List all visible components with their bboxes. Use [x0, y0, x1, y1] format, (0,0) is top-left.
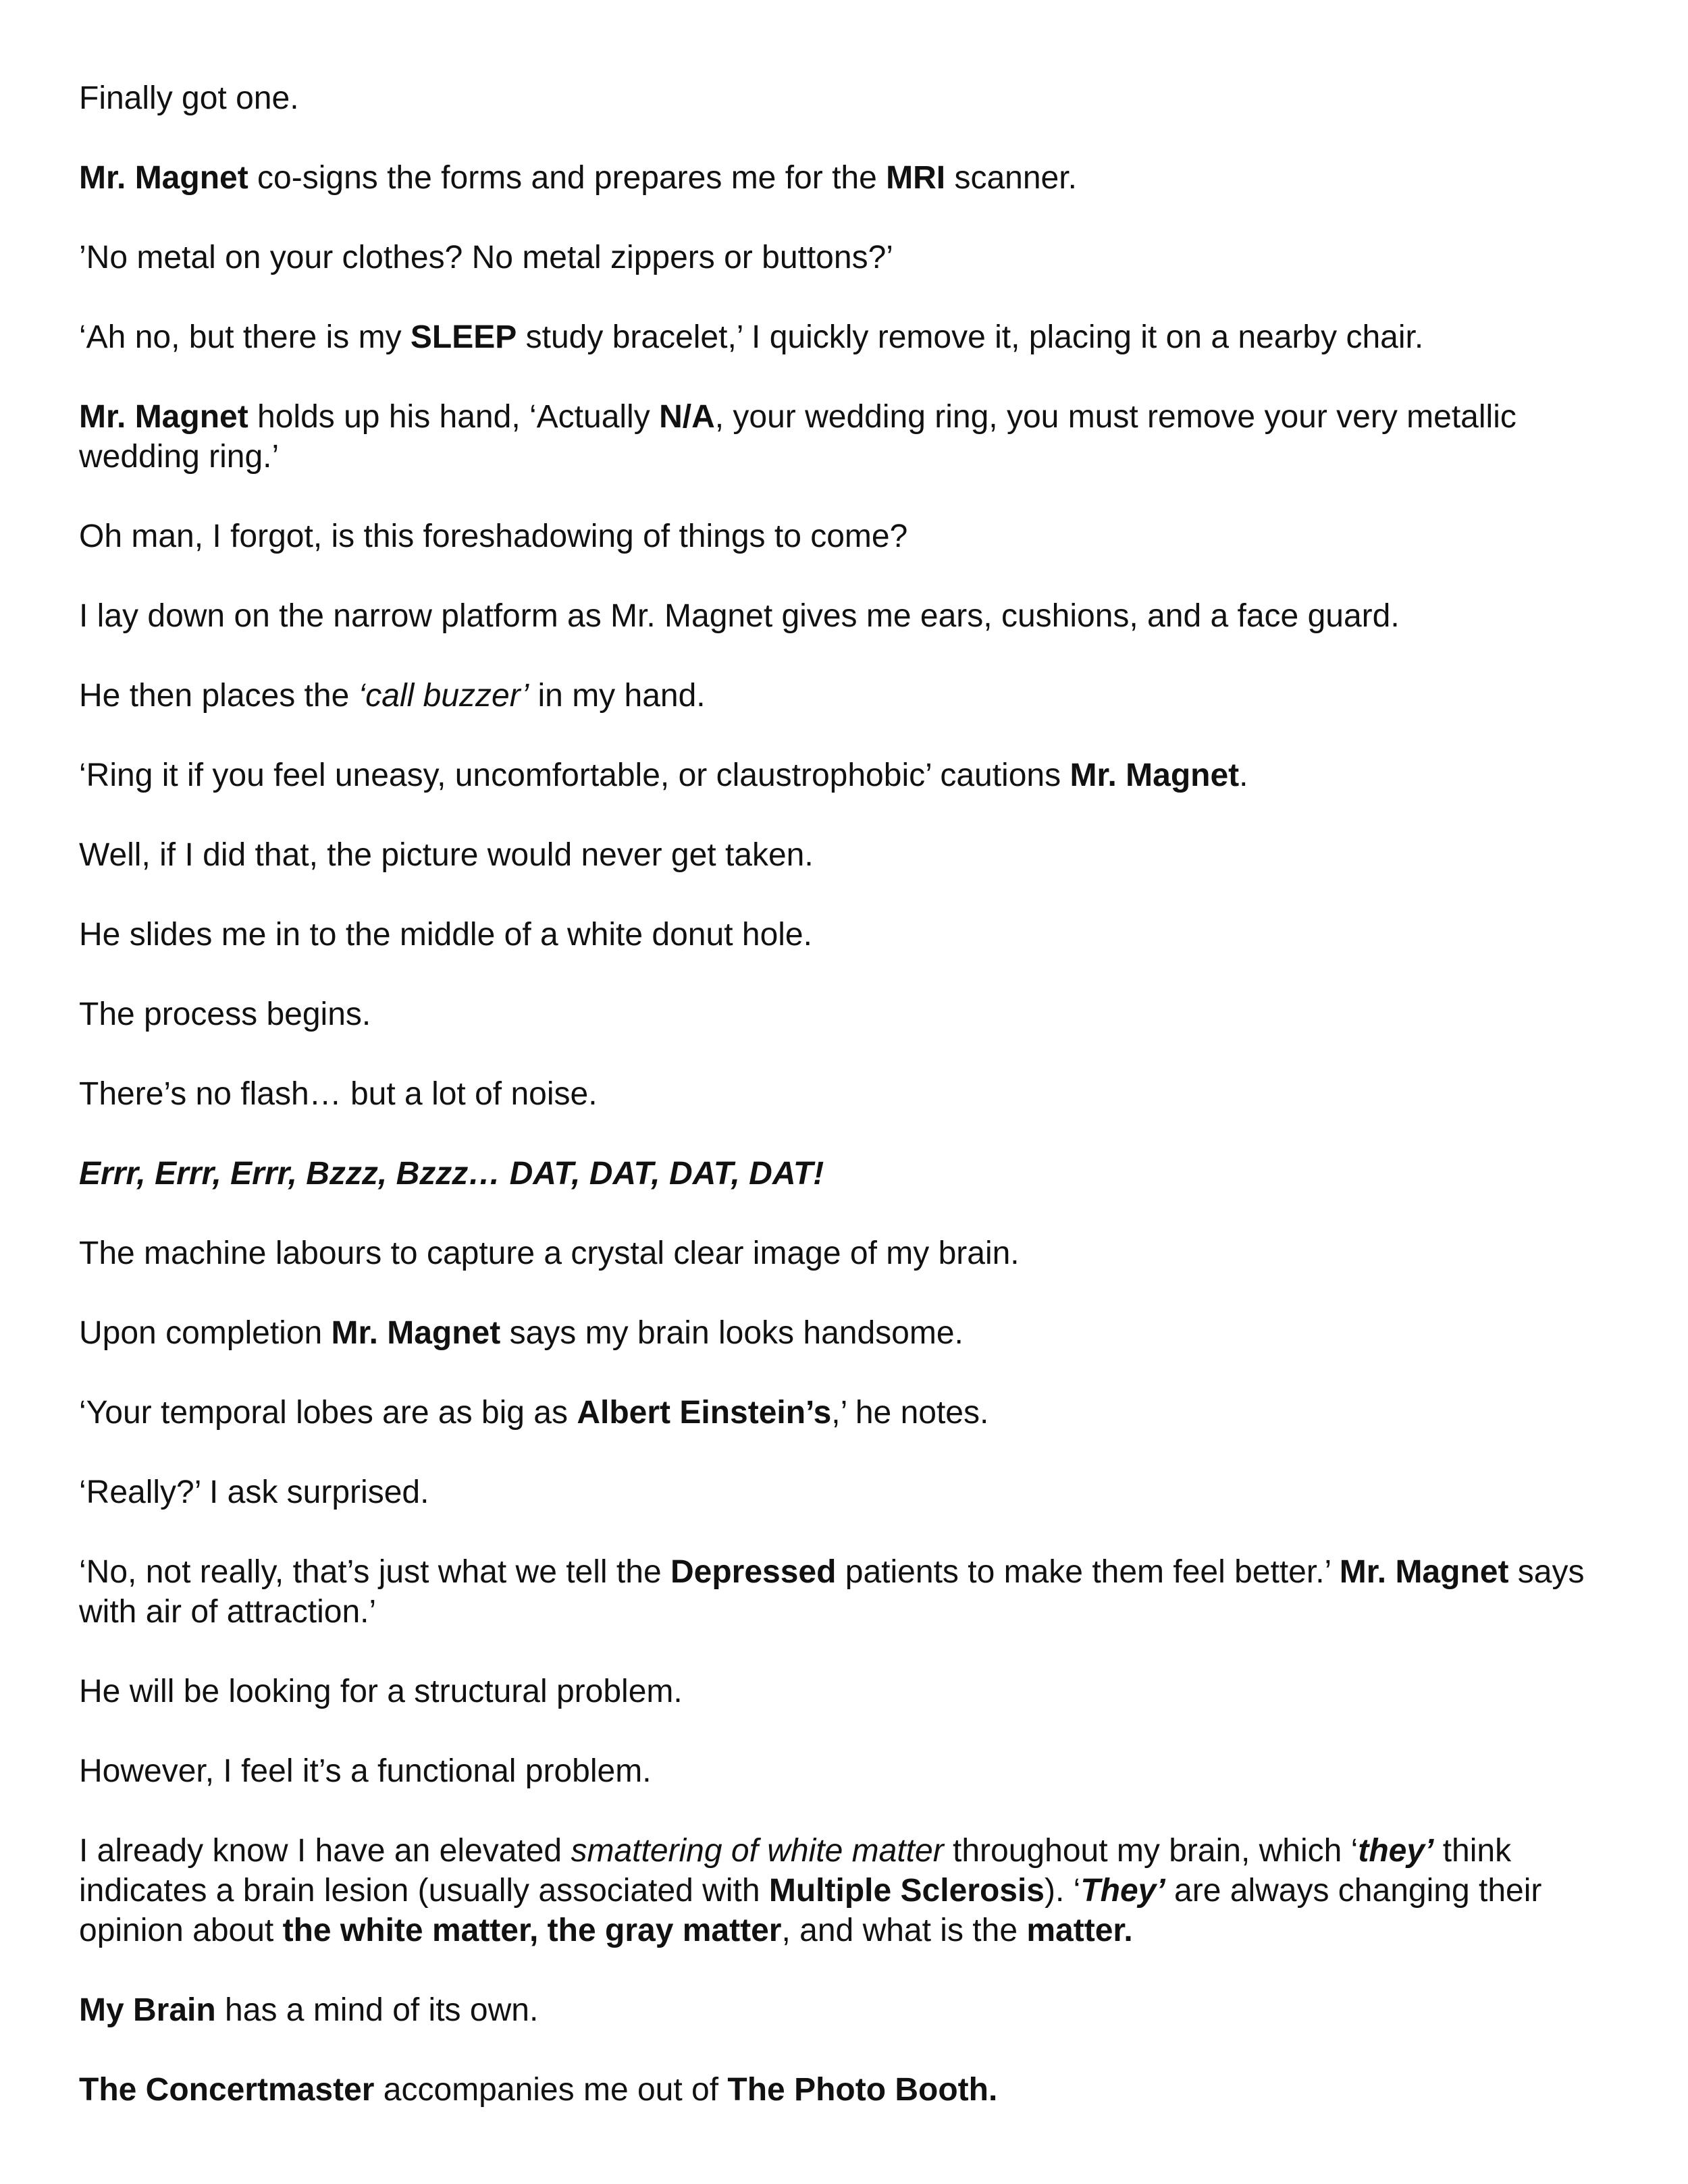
text-run: ). ‘	[1045, 1873, 1081, 1909]
bold-text: Mr. Magnet	[1070, 757, 1240, 793]
text-run: Upon completion	[79, 1315, 332, 1351]
paragraph	[79, 2070, 1620, 2110]
bold-text: Mr. Magnet	[79, 399, 248, 435]
paragraph	[79, 1990, 1620, 2030]
italic-text: ‘call buzzer’	[358, 678, 529, 714]
text-run: study bracelet,’ I quickly remove it, placing it on a nearby chair.	[517, 319, 1424, 355]
text-run: , and what is the	[781, 1913, 1027, 1948]
text-run: ‘Your temporal lobes are as big as	[79, 1395, 577, 1431]
paragraph	[79, 1751, 1620, 1791]
text-run: think indicates a brain lesion (usually associated with	[79, 1833, 1512, 1909]
bold-text: the white matter, the gray matter	[282, 1913, 782, 1948]
bold-italic-text: they’	[1358, 1833, 1434, 1869]
text-run: However, I feel it’s a functional problem.	[79, 1753, 652, 1789]
text-run: has a mind of its own.	[215, 1992, 539, 2028]
text-run: throughout my brain, which ‘	[943, 1833, 1359, 1869]
paragraph	[79, 397, 1620, 477]
text-run: ‘Ah no, but there is my	[79, 319, 411, 355]
bold-text: Depressed	[670, 1554, 837, 1590]
paragraph	[79, 835, 1620, 875]
text-run: in my hand.	[529, 678, 706, 714]
paragraph	[79, 994, 1620, 1034]
text-run: The machine labours to capture a crystal clear image of my brain.	[79, 1235, 1020, 1271]
bold-text: The Concertmaster	[79, 2072, 375, 2108]
paragraph	[79, 1831, 1620, 1950]
text-run: ,’ he notes.	[831, 1395, 989, 1431]
text-run: , your wedding ring, you must remove your very metallic wedding ring.’	[79, 399, 1516, 475]
paragraph	[79, 78, 1620, 118]
text-run: There’s no flash… but a lot of noise.	[79, 1076, 598, 1112]
bold-text: Mr. Magnet	[331, 1315, 501, 1351]
text-run: ‘Ring it if you feel uneasy, uncomfortable, or claustrophobic’ cautions	[79, 757, 1070, 793]
text-run: ‘No, not really, that’s just what we tell the	[79, 1554, 670, 1590]
paragraph	[79, 158, 1620, 198]
paragraph	[79, 1233, 1620, 1273]
paragraph	[79, 755, 1620, 795]
paragraph	[79, 238, 1620, 277]
text-run: says my brain looks handsome.	[500, 1315, 964, 1351]
document-page	[79, 78, 1620, 2110]
paragraph	[79, 317, 1620, 357]
paragraph	[79, 1393, 1620, 1433]
paragraph	[79, 1313, 1620, 1353]
paragraph	[79, 915, 1620, 955]
paragraph	[79, 516, 1620, 556]
bold-text: Multiple Sclerosis	[768, 1873, 1045, 1909]
italic-text: smattering of white matter	[571, 1833, 944, 1869]
text-run: holds up his hand, ‘Actually	[248, 399, 660, 435]
paragraph	[79, 1472, 1620, 1512]
bold-text: Albert Einstein’s	[577, 1395, 832, 1431]
bold-text: Mr. Magnet	[79, 160, 248, 196]
bold-text: matter.	[1026, 1913, 1133, 1948]
text-run: accompanies me out of	[374, 2072, 728, 2108]
paragraph	[79, 1154, 1620, 1194]
text-run: Oh man, I forgot, is this foreshadowing of things to come?	[79, 518, 908, 554]
bold-text: SLEEP	[410, 319, 517, 355]
text-run: scanner.	[945, 160, 1077, 196]
text-run: He slides me in to the middle of a white donut hole.	[79, 917, 812, 953]
bold-text: The Photo Booth.	[727, 2072, 998, 2108]
bold-text: MRI	[886, 160, 946, 196]
text-run: Well, if I did that, the picture would never get taken.	[79, 837, 814, 873]
paragraph	[79, 1552, 1620, 1632]
paragraph	[79, 596, 1620, 636]
bold-text: My Brain	[79, 1992, 216, 2028]
text-run: .	[1239, 757, 1248, 793]
text-run: are always changing their opinion about	[79, 1873, 1542, 1948]
text-run: The process begins.	[79, 996, 371, 1032]
text-run: Finally got one.	[79, 80, 299, 116]
paragraph	[79, 1074, 1620, 1114]
text-run: I already know I have an elevated	[79, 1833, 571, 1869]
text-run: He then places the	[79, 678, 359, 714]
bold-text: N/A	[659, 399, 715, 435]
paragraph	[79, 676, 1620, 716]
text-run: I lay down on the narrow platform as Mr. Magnet gives me ears, cushions, and a face guard.	[79, 598, 1400, 634]
text-run: He will be looking for a structural problem.	[79, 1674, 683, 1709]
text-run: patients to make them feel better.’	[836, 1554, 1340, 1590]
paragraph	[79, 1672, 1620, 1711]
text-run: ’No metal on your clothes? No metal zippers or buttons?’	[79, 240, 893, 275]
text-run: co-signs the forms and prepares me for the	[248, 160, 887, 196]
text-run: ‘Really?’ I ask surprised.	[79, 1474, 429, 1510]
bold-italic-text: They’	[1080, 1873, 1165, 1909]
bold-italic-text: Errr, Errr, Errr, Bzzz, Bzzz… DAT, DAT, DAT, DAT!	[79, 1156, 824, 1192]
bold-text: Mr. Magnet	[1339, 1554, 1509, 1590]
text-run: says with air of attraction.’	[79, 1554, 1585, 1630]
